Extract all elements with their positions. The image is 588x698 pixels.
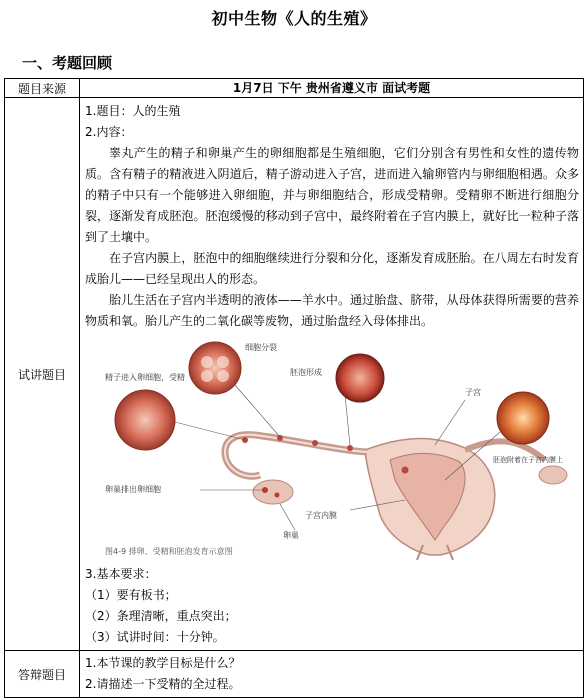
label-cell-division: 细胞分裂 bbox=[245, 343, 277, 352]
label-blastocyst: 胚泡形成 bbox=[290, 368, 322, 377]
cell-division-image bbox=[189, 342, 241, 394]
label-attached: 胚泡附着在子宫内膜上 bbox=[493, 456, 563, 464]
left-ovary bbox=[253, 480, 293, 504]
reproduction-diagram bbox=[105, 340, 575, 560]
exam-table bbox=[4, 78, 584, 698]
label-ovary: 卵巢 bbox=[283, 531, 299, 540]
fertilized-egg-image bbox=[115, 390, 175, 450]
trial-label: 试讲题目 bbox=[5, 98, 80, 651]
requirements-heading: 3.基本要求： bbox=[85, 567, 157, 581]
defense-label: 答辩题目 bbox=[5, 651, 80, 698]
paragraph-2: 在子宫内膜上，胚泡中的细胞继续进行分裂和分化，逐渐发育成胚胎。在八周左右时发育成胎儿——已经呈现出人的形态。 bbox=[85, 251, 579, 286]
right-ovary bbox=[539, 466, 567, 484]
label-ovary-release: 卵巢排出卵细胞 bbox=[105, 485, 161, 494]
requirement-1: （1）要有板书； bbox=[85, 588, 177, 602]
defense-content bbox=[80, 651, 584, 698]
diagram-svg bbox=[105, 340, 575, 560]
label-sperm-enter: 精子进入卵细胞，受精 bbox=[105, 373, 185, 382]
figure-caption: 图4-9 排卵、受精和胚泡发育示意图 bbox=[105, 547, 233, 556]
paragraph-3: 胎儿生活在子宫内半透明的液体——羊水中。通过胎盘、脐带，从母体获得所需要的营养物质和氧。胎儿产生的二氧化碳等废物，通过胎盘经入母体排出。 bbox=[85, 293, 579, 328]
document-title: 初中生物《人的生殖》 bbox=[211, 9, 377, 28]
label-uterus: 子宫 bbox=[465, 388, 481, 397]
source-label: 题目来源 bbox=[5, 79, 80, 98]
question-1: 1.本节课的教学目标是什么？ bbox=[85, 656, 241, 670]
blastocyst-image bbox=[336, 354, 384, 402]
question-2: 2.请描述一下受精的全过程。 bbox=[85, 677, 241, 691]
section-heading: 一、考题回顾 bbox=[22, 54, 113, 72]
paragraph-1: 睾丸产生的精子和卵巢产生的卵细胞都是生殖细胞，它们分别含有男性和女性的遗传物质。含有精子的精液进入阴道后，精子游动进入子宫，进而进入输卵管内与卵细胞相遇。众多的精子中只有一个能够进入卵细胞，并与卵细胞结合，形成受精卵。受精卵不断进行细胞分裂，逐渐发育成胚泡。胚泡缓慢的移动到子宫中，最终附着在子宫内膜上，就好比一粒种子落到了土壤中。 bbox=[85, 146, 579, 244]
trial-content bbox=[80, 98, 584, 651]
defense-row bbox=[5, 651, 584, 698]
content-heading: 2.内容： bbox=[85, 125, 133, 139]
topic-line: 1.题目：人的生殖 bbox=[85, 104, 181, 118]
embryo-implant-image bbox=[497, 392, 549, 444]
requirement-2: （2）条理清晰，重点突出； bbox=[85, 609, 237, 623]
requirement-3: （3）试讲时间：十分钟。 bbox=[85, 630, 225, 644]
source-value: 1月7日 下午 贵州省遵义市 面试考题 bbox=[80, 79, 584, 98]
source-row bbox=[5, 79, 584, 98]
label-endometrium: 子宫内膜 bbox=[305, 511, 337, 520]
trial-row bbox=[5, 98, 584, 651]
